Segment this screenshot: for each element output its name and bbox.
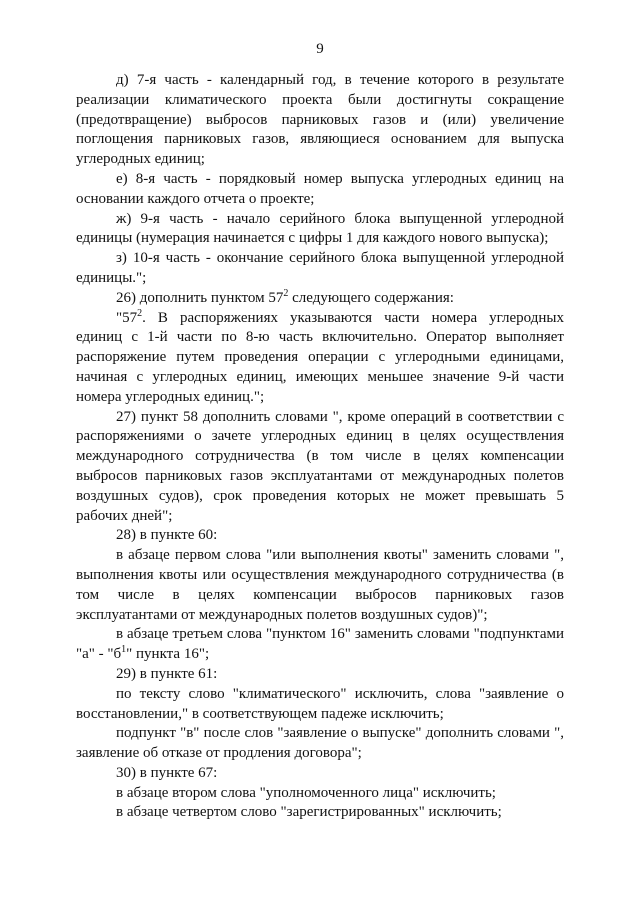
paragraph-text-part: "57: [116, 309, 138, 326]
paragraph-item-zh: ж) 9-я часть - начало серийного блока выпущенной углеродной единицы (нумерация начинается с цифры 1 для каждого нового выпуска);: [76, 210, 564, 247]
paragraph-28-first-abzac: в абзаце первом слова "или выполнения квоты" заменить словами ", выполнения квоты или осуществления международного сотрудничества (в том числе в целях компенсации выбросов парниковых газов эксплуатантами от международных полетов воздушных судов)";: [76, 547, 564, 623]
paragraph-amendment-26: [76, 289, 564, 309]
paragraph-amendment-29: 29) в пункте 61:: [116, 665, 218, 682]
superscript-index: 2: [283, 287, 289, 299]
paragraph-amendment-30: 30) в пункте 67:: [116, 764, 218, 781]
superscript-index: 2: [137, 307, 143, 319]
paragraph-text-part: 26) дополнить пунктом 57: [116, 289, 284, 306]
paragraph-text-part: . В распоряжениях указываются части номера углеродных единиц с 1-й части по 8-ю часть включительно. Оператор выполняет распоряжение путем проведения операции с углеродными единицами, начиная с углеродных единиц, имеющих меньшее значение 9-й части номера углеродных единиц.";: [76, 309, 564, 405]
page-number: 9: [316, 41, 324, 57]
document-body: [76, 71, 564, 823]
paragraph-30-fourth-abzac: в абзаце четвертом слово "зарегистрированных" исключить;: [116, 804, 502, 821]
paragraph-amendment-27: 27) пункт 58 дополнить словами ", кроме операций в соответствии с распоряжениями о зачете углеродных единиц в целях осуществления международного сотрудничества (в том числе в целях компенсации выбросов парниковых газов эксплуатантами от международных полетов воздушных судов), срок проведения которых не может превышать 5 рабочих дней";: [76, 408, 564, 524]
superscript-index: 1: [121, 644, 127, 656]
paragraph-amendment-28: 28) в пункте 60:: [116, 527, 218, 544]
paragraph-item-e: е) 8-я часть - порядковый номер выпуска углеродных единиц на основании каждого отчета о проекте;: [76, 170, 564, 207]
paragraph-text-part: в абзаце третьем слова "пунктом 16" заменить словами "подпунктами "а" - "б: [76, 626, 564, 663]
paragraph-text-part: " пункта 16";: [126, 646, 210, 663]
paragraph-item-d: д) 7-я часть - календарный год, в течение которого в результате реализации климатического проекта были достигнуты сокращение (предотвращение) выбросов парниковых газов и (или) увеличение поглощения парниковых газов, являющиеся основанием для выпуска углеродных единиц;: [76, 72, 564, 168]
paragraph-30-second-abzac: в абзаце втором слова "уполномоченного лица" исключить;: [116, 784, 496, 801]
paragraph-item-z: з) 10-я часть - окончание серийного блока выпущенной углеродной единицы.";: [76, 250, 564, 286]
paragraph-29-subpoint-v: подпункт "в" после слов "заявление о выпуске" дополнить словами ", заявление об отказе от продления договора";: [76, 725, 564, 762]
paragraph-point-57-2: [76, 309, 564, 408]
paragraph-28-third-abzac: [76, 625, 564, 665]
paragraph-text-part: следующего содержания:: [288, 289, 454, 306]
paragraph-29-text: по тексту слово "климатического" исключить, слова "заявление о восстановлении," в соответствующем падеже исключить;: [76, 685, 564, 722]
